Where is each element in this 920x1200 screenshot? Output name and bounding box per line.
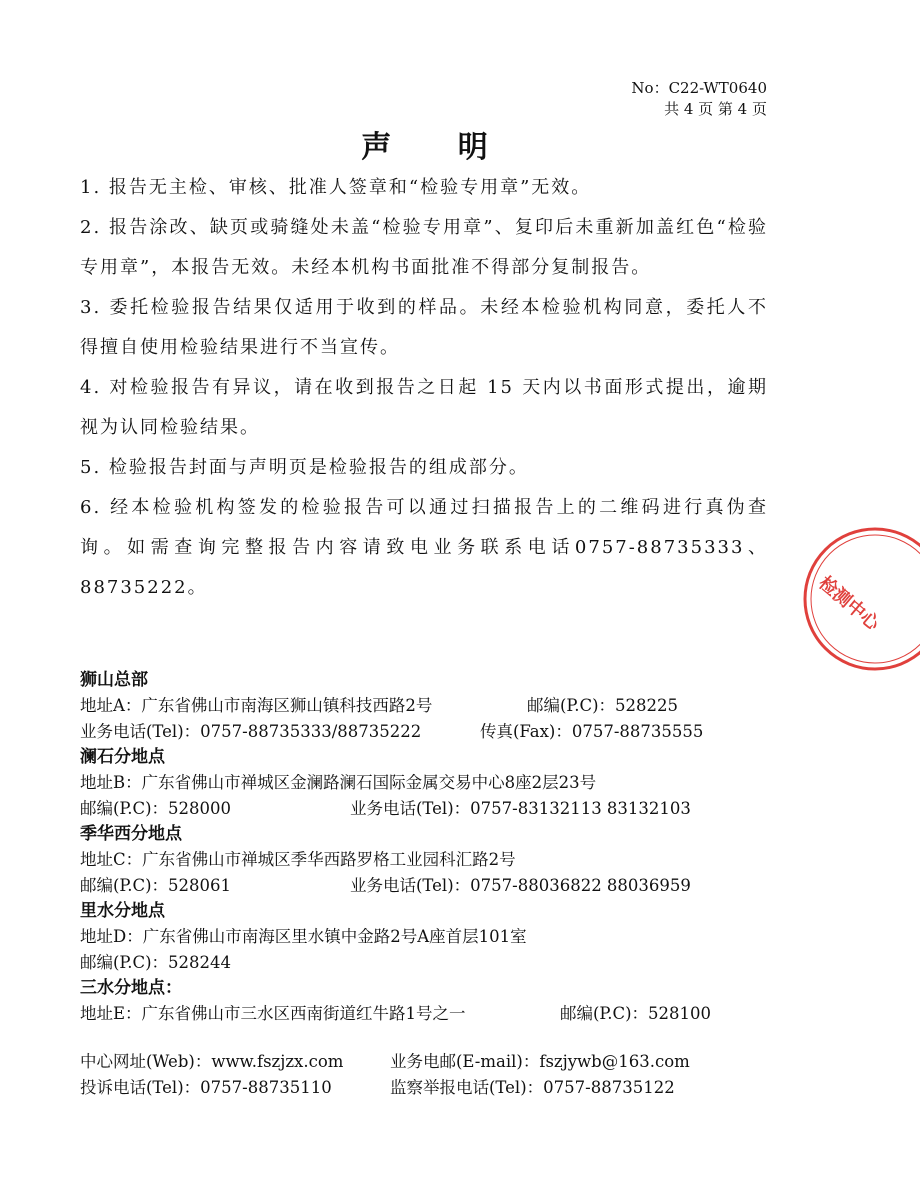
footer-web: 中心网址(Web)：www.fszjzx.com [80, 1052, 344, 1071]
sanshui-postcode: 邮编(P.C)：528100 [560, 1004, 711, 1023]
footer-web-line [80, 1049, 780, 1075]
office-name-sanshui: 三水分地点： [80, 978, 182, 998]
clause-4: 4. 对检验报告有异议，请在收到报告之日起 15 天内以书面形式提出，逾期视为认同检验结果。 [80, 377, 768, 438]
office-name-hq: 狮山总部 [80, 670, 148, 690]
footer-report-phone: 监察举报电话(Tel)：0757-88735122 [390, 1078, 675, 1097]
hq-postcode: 邮编(P.C)：528225 [527, 696, 678, 715]
page-title: 声 明 [361, 130, 516, 165]
sanshui-address: 地址E：广东省佛山市三水区西南街道红牛路1号之一 [80, 1004, 466, 1023]
office-directory [80, 668, 780, 1101]
footer-phone-line [80, 1075, 780, 1101]
hq-fax: 传真(Fax)：0757-88735555 [480, 722, 704, 741]
lanshi-phone: 业务电话(Tel)：0757-83132113 83132103 [350, 799, 691, 818]
hq-address: 地址A：广东省佛山市南海区狮山镇科技西路2号 [80, 696, 433, 715]
lanshi-address: 地址B：广东省佛山市禅城区金澜路澜石国际金属交易中心8座2层23号 [80, 773, 597, 792]
footer-email: 业务电邮(E-mail)：fszjywb@163.com [390, 1052, 690, 1071]
office-name-lishui: 里水分地点 [80, 901, 165, 921]
clause-1: 1. 报告无主检、审核、批准人签章和“检验专用章”无效。 [80, 177, 592, 198]
sanshui-address-line [80, 1001, 780, 1027]
office-name-jihua: 季华西分地点 [80, 824, 182, 844]
jihua-address: 地址C：广东省佛山市禅城区季华西路罗格工业园科汇路2号 [80, 850, 516, 869]
jihua-postcode: 邮编(P.C)：528061 [80, 876, 231, 895]
spacer [80, 1027, 780, 1049]
statement-clauses [80, 168, 768, 608]
official-seal-stamp [800, 523, 920, 673]
clause-2: 2. 报告涂改、缺页或骑缝处未盖“检验专用章”、复印后未重新加盖红色“检验专用章”，本报告无效。未经本机构书面批准不得部分复制报告。 [80, 217, 768, 278]
lanshi-postcode: 邮编(P.C)：528000 [80, 799, 231, 818]
jihua-contact-line [80, 873, 780, 899]
hq-phone: 业务电话(Tel)：0757-88735333/88735222 [80, 722, 422, 741]
lishui-postcode: 邮编(P.C)：528244 [80, 953, 231, 972]
hq-phone-line [80, 719, 780, 745]
document-number: No：C22-WT0640 [631, 79, 767, 97]
seal-graphic [800, 523, 920, 673]
jihua-phone: 业务电话(Tel)：0757-88036822 88036959 [350, 876, 691, 895]
hq-address-line [80, 693, 780, 719]
footer-complaint-phone: 投诉电话(Tel)：0757-88735110 [80, 1078, 332, 1097]
clause-5: 5. 检验报告封面与声明页是检验报告的组成部分。 [80, 457, 529, 478]
office-name-lanshi: 澜石分地点 [80, 747, 165, 767]
lanshi-contact-line [80, 796, 780, 822]
page-counter: 共 4 页 第 4 页 [664, 100, 767, 118]
lishui-address: 地址D：广东省佛山市南海区里水镇中金路2号A座首层101室 [80, 927, 527, 946]
seal-text: 检测中心 [814, 572, 884, 635]
clause-6: 6. 经本检验机构签发的检验报告可以通过扫描报告上的二维码进行真伪查询。如需查询完整报告内容请致电业务联系电话0757-88735333、88735222。 [80, 497, 768, 598]
document-number-block [631, 78, 767, 120]
clause-3: 3. 委托检验报告结果仅适用于收到的样品。未经本检验机构同意，委托人不得擅自使用检验结果进行不当宣传。 [80, 297, 768, 358]
